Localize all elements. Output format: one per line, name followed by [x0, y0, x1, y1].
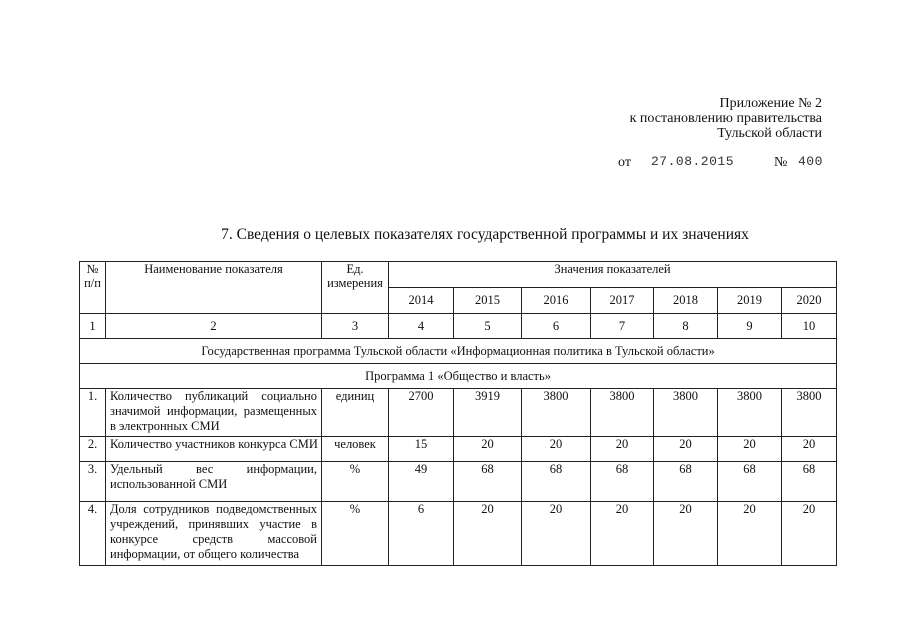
- indicator-unit: человек: [322, 437, 389, 462]
- indicator-value: 3800: [718, 389, 782, 437]
- indicator-value: 68: [454, 462, 522, 502]
- indicator-name: Доля сотрудников подведомственных учреждений, принявших участие в конкурсе средств массовой информации, от общего количества: [106, 502, 322, 566]
- row-number: 3.: [80, 462, 106, 502]
- indicator-value: 68: [718, 462, 782, 502]
- year-header: 2019: [718, 288, 782, 314]
- year-header: 2020: [782, 288, 837, 314]
- column-number: 1: [80, 314, 106, 339]
- section-title: 7. Сведения о целевых показателях государственной программы и их значениях: [221, 226, 749, 243]
- column-number: 5: [454, 314, 522, 339]
- indicator-value: 20: [718, 502, 782, 566]
- indicator-name: Количество публикаций социально значимой информации, размещенных в электронных СМИ: [106, 389, 322, 437]
- indicator-value: 20: [591, 437, 654, 462]
- header-unit: Ед. измерения: [322, 262, 389, 314]
- indicator-value: 20: [522, 502, 591, 566]
- table-row: [80, 389, 837, 437]
- indicator-value: 68: [522, 462, 591, 502]
- indicator-value: 20: [454, 502, 522, 566]
- indicator-value: 3800: [591, 389, 654, 437]
- table-row: [80, 502, 837, 566]
- year-header: 2016: [522, 288, 591, 314]
- annex-header: [560, 96, 822, 141]
- column-number: 3: [322, 314, 389, 339]
- column-number: 9: [718, 314, 782, 339]
- indicator-name: Количество участников конкурса СМИ: [106, 437, 322, 462]
- year-header: 2015: [454, 288, 522, 314]
- indicator-value: 68: [654, 462, 718, 502]
- annex-line-1: Приложение № 2: [719, 96, 822, 111]
- indicator-unit: единиц: [322, 389, 389, 437]
- date-number-line: [618, 155, 828, 175]
- indicator-unit: %: [322, 502, 389, 566]
- row-number: 1.: [80, 389, 106, 437]
- document-date: 27.08.2015: [651, 154, 735, 169]
- annex-line-2: к постановлению правительства: [629, 111, 822, 126]
- column-number: 4: [389, 314, 454, 339]
- indicator-value: 20: [782, 502, 837, 566]
- row-number: 4.: [80, 502, 106, 566]
- annex-line-3: Тульской области: [717, 126, 822, 141]
- indicator-value: 6: [389, 502, 454, 566]
- indicator-value: 68: [591, 462, 654, 502]
- indicator-value: 20: [522, 437, 591, 462]
- column-number: 7: [591, 314, 654, 339]
- column-number: 10: [782, 314, 837, 339]
- indicator-value: 3919: [454, 389, 522, 437]
- indicator-value: 20: [654, 502, 718, 566]
- table-row: [80, 462, 837, 502]
- column-number: 6: [522, 314, 591, 339]
- indicator-value: 2700: [389, 389, 454, 437]
- subprogram-row: Программа 1 «Общество и власть»: [80, 364, 837, 389]
- indicator-value: 3800: [522, 389, 591, 437]
- indicator-value: 20: [718, 437, 782, 462]
- indicator-value: 15: [389, 437, 454, 462]
- column-number: 8: [654, 314, 718, 339]
- document-number-label: №: [774, 155, 788, 170]
- table-row: [80, 437, 837, 462]
- document-number: 400: [798, 154, 823, 169]
- indicator-unit: %: [322, 462, 389, 502]
- state-program-row: Государственная программа Тульской области «Информационная политика в Тульской области»: [80, 339, 837, 364]
- indicator-value: 20: [454, 437, 522, 462]
- header-number: № п/п: [80, 262, 106, 314]
- year-header: 2018: [654, 288, 718, 314]
- year-header: 2014: [389, 288, 454, 314]
- indicator-value: 20: [591, 502, 654, 566]
- row-number: 2.: [80, 437, 106, 462]
- indicator-name: Удельный вес информации, использованной СМИ: [106, 462, 322, 502]
- indicator-value: 3800: [782, 389, 837, 437]
- indicator-value: 68: [782, 462, 837, 502]
- header-indicator-values: Значения показателей: [389, 262, 837, 288]
- date-from-label: от: [618, 155, 631, 170]
- indicator-value: 20: [782, 437, 837, 462]
- indicator-value: 3800: [654, 389, 718, 437]
- indicators-table: [79, 261, 837, 566]
- year-header: 2017: [591, 288, 654, 314]
- header-indicator-name: Наименование показателя: [106, 262, 322, 314]
- indicator-value: 49: [389, 462, 454, 502]
- indicator-value: 20: [654, 437, 718, 462]
- column-number: 2: [106, 314, 322, 339]
